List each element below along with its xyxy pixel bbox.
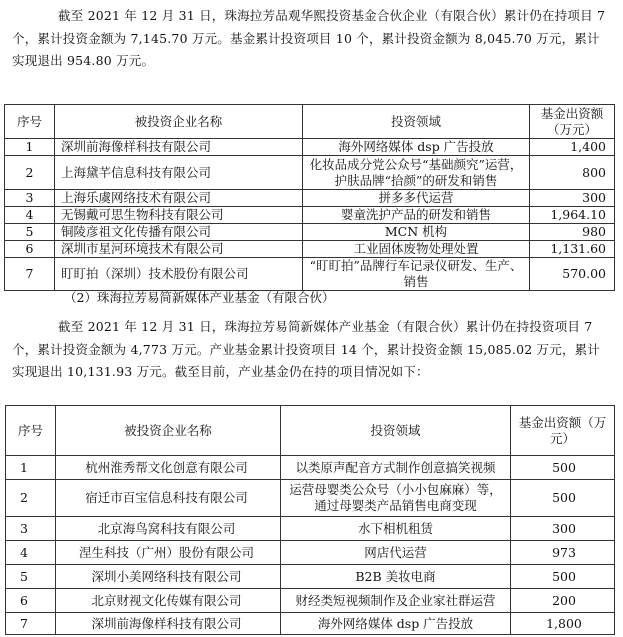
row-investment-field: B2B 美妆电商 [281,565,511,589]
row-index: 3 [6,517,56,541]
row-index: 7 [6,613,56,635]
header-fund-amount: 基金出资额（万元） [530,105,615,139]
table-row [5,241,615,258]
row-index: 5 [5,224,55,241]
row-fund-amount: 300 [511,517,615,541]
section-subheading-fund-2: （2）珠海拉芳易简新媒体产业基金（有限合伙） [64,290,335,305]
row-company-name: 深圳小美网络科技有限公司 [56,565,281,589]
row-investment-field: 财经类短视频制作及企业家社群运营 [281,589,511,613]
row-investment-field: 网店代运营 [281,541,511,565]
row-index: 4 [5,207,55,224]
row-company-name: 北京海鸟窝科技有限公司 [56,517,281,541]
table-row [6,589,615,613]
row-investment-field: 海外网络媒体 dsp 广告投放 [281,613,511,635]
table-row [6,541,615,565]
row-index: 6 [5,241,55,258]
row-investment-field: 婴童洗护产品的研发和销售 [303,207,530,224]
header-fund-amount: 基金出资额（万元） [511,406,615,456]
row-fund-amount: 500 [511,565,615,589]
row-index: 4 [6,541,56,565]
table-row [5,156,615,190]
row-index: 6 [6,589,56,613]
row-company-name: 上海黛芊信息科技有限公司 [55,156,303,190]
row-investment-field: 运营母婴类公众号（小小包麻麻）等，通过母婴类产品销售电商变现 [281,480,511,517]
row-fund-amount: 1,800 [511,613,615,635]
row-fund-amount: 1,131.60 [530,241,615,258]
table-row [6,517,615,541]
table-row [6,480,615,517]
header-company-name: 被投资企业名称 [56,406,281,456]
row-fund-amount: 1,964.10 [530,207,615,224]
header-investment-field: 投资领域 [281,406,511,456]
table-row [6,456,615,480]
row-company-name: 宿迁市百宝信息科技有限公司 [56,480,281,517]
intro-paragraph-fund-2: 截至 2021 年 12 月 31 日，珠海拉芳易简新媒体产业基金（有限合伙）累计仍在持投资项目 7 个，累计投资金额为 4,773 万元。产业基金累计投资项目 14 个，累计投资金额 15,085.02 万元，累计实现退出 10,131.93 万元。截至目前，产业基金仍在持的项目情况如下： [12,319,601,379]
row-company-name: 深圳前海像样科技有限公司 [56,613,281,635]
row-investment-field: 海外网络媒体 dsp 广告投放 [303,139,530,156]
row-company-name: 铜陵彦祖文化传播有限公司 [55,224,303,241]
row-investment-field: “盯盯拍”品牌行车记录仪研发、生产、销售 [303,258,530,291]
row-index: 3 [5,190,55,207]
intro-paragraph-fund-1: 截至 2021 年 12 月 31 日，珠海拉芳品观华熙投资基金合伙企业（有限合伙）累计仍在持项目 7 个，累计投资金额为 7,145.70 万元。基金累计投资项目 10 个，累计投资金额为 8,045.70 万元，累计实现退出 954.80 万元。 [12,8,606,68]
table-row [5,207,615,224]
row-investment-field: 水下相机租赁 [281,517,511,541]
row-fund-amount: 570.00 [530,258,615,291]
fund-1-portfolio-table [4,104,615,291]
row-fund-amount: 973 [511,541,615,565]
header-index: 序号 [5,105,55,139]
row-investment-field: 化妆品成分党公众号“基础颜究”运营，护肤品牌“拾颜”的研发和销售 [303,156,530,190]
row-company-name: 上海乐虞网络技术有限公司 [55,190,303,207]
row-company-name: 杭州淮秀帮文化创意有限公司 [56,456,281,480]
row-fund-amount: 500 [511,456,615,480]
row-index: 7 [5,258,55,291]
row-index: 2 [6,480,56,517]
row-index: 1 [5,139,55,156]
row-investment-field: MCN 机构 [303,224,530,241]
row-company-name: 涅生科技（广州）股份有限公司 [56,541,281,565]
row-fund-amount: 800 [530,156,615,190]
fund-2-portfolio-table [5,405,615,635]
table-row [6,613,615,635]
row-company-name: 深圳前海像样科技有限公司 [55,139,303,156]
table-row [5,190,615,207]
row-index: 5 [6,565,56,589]
row-fund-amount: 1,400 [530,139,615,156]
row-company-name: 北京财视文化传媒有限公司 [56,589,281,613]
row-fund-amount: 200 [511,589,615,613]
table-header-row [5,105,615,139]
table-row [6,565,615,589]
row-company-name: 深圳市星河环境技术有限公司 [55,241,303,258]
table-row [5,224,615,241]
row-investment-field: 工业固体废物处理处置 [303,241,530,258]
row-fund-amount: 500 [511,480,615,517]
row-index: 2 [5,156,55,190]
row-investment-field: 以类原声配音方式制作创意搞笑视频 [281,456,511,480]
header-index: 序号 [6,406,56,456]
table-header-row [6,406,615,456]
row-fund-amount: 300 [530,190,615,207]
row-company-name: 无锡戴可思生物科技有限公司 [55,207,303,224]
header-company-name: 被投资企业名称 [55,105,303,139]
row-fund-amount: 980 [530,224,615,241]
table-row [5,139,615,156]
header-investment-field: 投资领域 [303,105,530,139]
row-investment-field: 拼多多代运营 [303,190,530,207]
row-index: 1 [6,456,56,480]
table-row [5,258,615,291]
row-company-name: 盯盯拍（深圳）技术股份有限公司 [55,258,303,291]
